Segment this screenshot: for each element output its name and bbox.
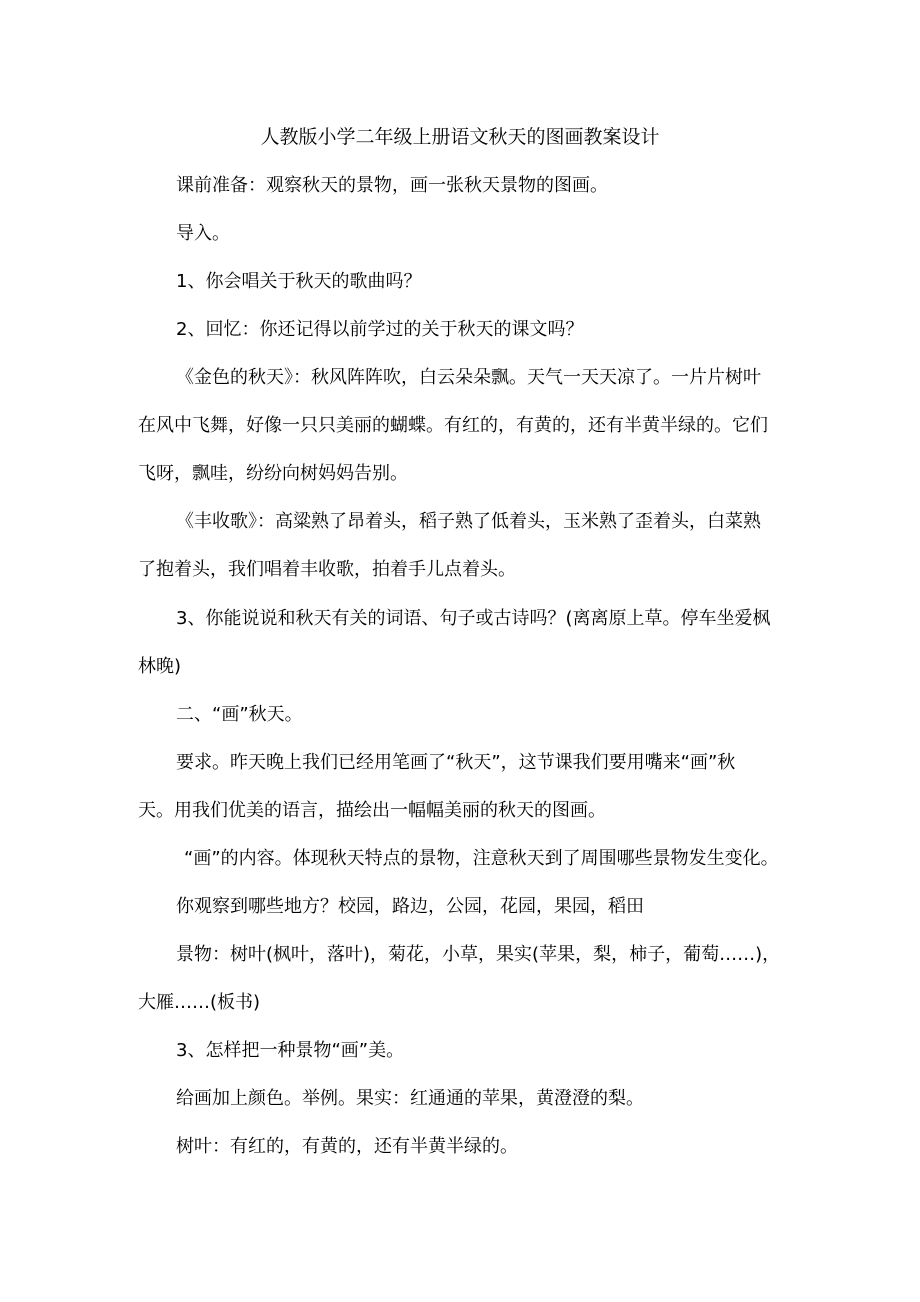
paragraph-harvest-song: 《丰收歌》：高粱熟了昂着头，稻子熟了低着头，玉米熟了歪着头，白菜熟 [176, 511, 761, 532]
paragraph-question-1: 1、你会唱关于秋天的歌曲吗？ [176, 271, 422, 292]
paragraph-question-2: 2、回忆：你还记得以前学过的关于秋天的课文吗？ [176, 319, 584, 340]
document-title: 人教版小学二年级上册语文秋天的图画教案设计 [260, 126, 660, 148]
paragraph-intro: 导入。 [176, 223, 230, 244]
paragraph-golden-autumn: 《金色的秋天》：秋风阵阵吹，白云朵朵飘。天气一天天凉了。一片片树叶 [176, 367, 761, 388]
paragraph-question-3-cont: 林晚) [138, 656, 182, 677]
paragraph-requirement: 要求。昨天晚上我们已经用笔画了“秋天”，这节课我们要用嘴来“画”秋 [176, 752, 736, 773]
paragraph-question-3: 3、你能说说和秋天有关的词语、句子或古诗吗？(离离原上草。停车坐爱枫 [176, 608, 771, 629]
paragraph-golden-autumn-cont: 在风中飞舞，好像一只只美丽的蝴蝶。有红的，有黄的，还有半黄半绿的。它们 [138, 415, 768, 436]
paragraph-content: “画”的内容。体现秋天特点的景物，注意秋天到了周围哪些景物发生变化。 [184, 848, 779, 869]
paragraph-harvest-song-cont: 了抱着头，我们唱着丰收歌，拍着手儿点着头。 [138, 559, 516, 580]
paragraph-leaves: 树叶：有红的，有黄的，还有半黄半绿的。 [176, 1136, 518, 1157]
paragraph-add-color: 给画加上颜色。举例。果实：红通通的苹果，黄澄澄的梨。 [176, 1088, 644, 1109]
paragraph-places: 你观察到哪些地方？校园，路边，公园，花园，果园，稻田 [176, 896, 644, 917]
paragraph-lesson-prep: 课前准备：观察秋天的景物，画一张秋天景物的图画。 [176, 175, 608, 196]
section-heading-draw-autumn: 二、“画”秋天。 [176, 704, 303, 725]
paragraph-question-4: 3、怎样把一种景物“画”美。 [176, 1040, 405, 1061]
paragraph-requirement-cont: 天。用我们优美的语言，描绘出一幅幅美丽的秋天的图画。 [138, 800, 606, 821]
paragraph-scenery: 景物：树叶(枫叶，落叶)，菊花，小草，果实(苹果，梨，柿子，葡萄……)， [176, 944, 781, 965]
paragraph-scenery-cont: 大雁……(板书) [138, 992, 261, 1013]
paragraph-golden-autumn-end: 飞呀，飘哇，纷纷向树妈妈告别。 [138, 463, 408, 484]
